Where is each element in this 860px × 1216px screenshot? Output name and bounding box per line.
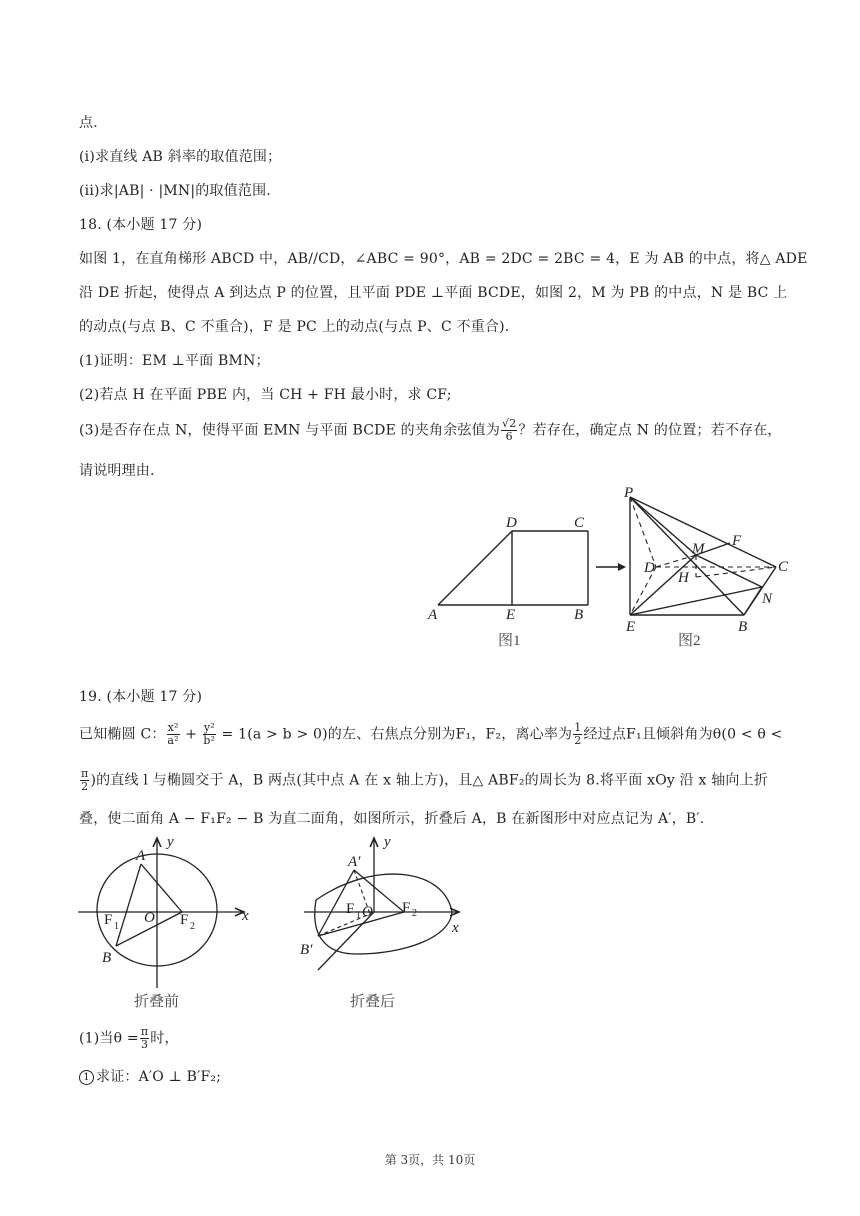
fig2-label-b: B bbox=[738, 619, 748, 635]
q19-y-frac bbox=[203, 722, 216, 747]
q19-part1-den: 3 bbox=[140, 1038, 149, 1051]
fig4-label-f1: F bbox=[346, 901, 355, 917]
fig4-label-f2: F bbox=[402, 900, 411, 916]
q18-part3-c: 请说明理由. bbox=[79, 463, 155, 479]
q18-part1: (1)证明：EM ⊥平面 BMN； bbox=[79, 353, 270, 369]
q19-line2 bbox=[79, 768, 768, 793]
fig1-label-c: C bbox=[574, 515, 585, 531]
q19-l2-b: )的直线 l 与椭圆交于 A，B 两点(其中点 A 在 x 轴上方)，且△ ABF₂的周长为 8.将平面 xOy 沿 x 轴向上折 bbox=[90, 772, 769, 789]
fig2-label-h: H bbox=[678, 570, 689, 586]
fig2-label-c: C bbox=[778, 559, 789, 575]
q19-header: 19. (本小题 17 分) bbox=[79, 689, 203, 705]
fig-before-caption: 折叠前 bbox=[134, 994, 180, 1010]
q19-part1-num: π bbox=[140, 1025, 149, 1038]
q19-pi-num: π bbox=[81, 767, 89, 780]
q17-sub-ii: (ii)求|AB| · |MN|的取值范围. bbox=[79, 183, 271, 199]
q18-line2: 沿 DE 折起，使得点 A 到达点 P 的位置，且平面 PDE ⊥平面 BCDE，如图 2，M 为 PB 的中点，N 是 BC 上 bbox=[79, 285, 788, 301]
q18-figure bbox=[420, 485, 800, 655]
fig3-label-f1: F bbox=[104, 912, 113, 928]
q19-pi-den: 2 bbox=[81, 780, 89, 793]
fig1-caption: 图1 bbox=[498, 633, 521, 649]
fig4-label-f1s: 1 bbox=[356, 910, 361, 921]
fig2-label-n: N bbox=[762, 591, 773, 607]
circled-number: 1 bbox=[79, 1070, 94, 1085]
fig2-label-f: F bbox=[732, 533, 742, 549]
fig3-label-f1s: 1 bbox=[114, 921, 119, 932]
q18-frac bbox=[501, 418, 517, 443]
q18-header: 18. (本小题 17 分) bbox=[79, 217, 203, 233]
fig2-caption: 图2 bbox=[678, 633, 701, 649]
q19-pi-half bbox=[80, 768, 89, 793]
q19-line1: 已知椭圆 C： $\frac{\text{x²}}{\text{a²}}$ + $\frac{\text{y²}}{\text{b²}}$ = 1(a > b > 0)的左、右焦点分别为F₁，F₂，离心率为 $\frac{1}{2}$ 经过点F₁且倾斜角为θ(0 < θ < bbox=[79, 721, 783, 747]
q17-tail: 点. bbox=[79, 115, 98, 131]
q19-figure bbox=[74, 828, 474, 1013]
page-footer: 第 3页，共 10页 bbox=[384, 1153, 476, 1167]
fig2-label-d: D bbox=[644, 560, 655, 576]
q19-part1-frac bbox=[140, 1026, 149, 1051]
fig3-label-a: A bbox=[136, 848, 146, 864]
q18-frac-num: √2 bbox=[502, 417, 517, 430]
q19-part1-b: 时， bbox=[150, 1030, 179, 1047]
fig1-label-e: E bbox=[506, 607, 516, 623]
q19-b2: b² bbox=[203, 734, 216, 747]
q19-half-den: 2 bbox=[574, 734, 582, 747]
fig4-label-a: A′ bbox=[348, 854, 361, 870]
fig3-label-o: O bbox=[144, 910, 155, 926]
q19-part1 bbox=[79, 1026, 179, 1051]
q19-x-frac bbox=[167, 722, 180, 747]
q18-part3-a: (3)是否存在点 N，使得平面 EMN 与平面 BCDE 的夹角余弦值为 bbox=[79, 422, 501, 439]
fig4-label-b: B′ bbox=[300, 942, 313, 958]
q19-sub1 bbox=[79, 1066, 221, 1086]
q19-part1-a: (1)当θ = bbox=[79, 1030, 139, 1047]
fig3-label-f2: F bbox=[180, 912, 189, 928]
fig1-label-d: D bbox=[506, 515, 517, 531]
q19-x2: x² bbox=[167, 721, 179, 734]
fig3-label-y: y bbox=[167, 834, 174, 850]
fig-after-caption: 折叠后 bbox=[350, 994, 396, 1010]
fig1-label-b: B bbox=[574, 607, 584, 623]
q18-line3: 的动点(与点 B、C 不重合)，F 是 PC 上的动点(与点 P、C 不重合). bbox=[79, 319, 510, 335]
q19-l1-c: 经过点F₁且倾斜角为θ(0 < θ < bbox=[583, 726, 783, 743]
fig3-label-f2s: 2 bbox=[190, 921, 195, 932]
q19-half bbox=[573, 722, 582, 747]
q19-half-num: 1 bbox=[574, 721, 582, 734]
fig1-label-a: A bbox=[428, 607, 438, 623]
fig4-label-o: O bbox=[362, 904, 373, 920]
q19-l1-b: 的左、右焦点分别为F₁，F₂，离心率为 bbox=[327, 726, 573, 743]
fig3-label-b: B bbox=[102, 950, 112, 966]
fig2-label-m: M bbox=[692, 541, 705, 557]
fig4-label-f2s: 2 bbox=[412, 908, 417, 919]
q19-sub1-text: 求证：A′O ⊥ B′F₂; bbox=[96, 1069, 222, 1085]
q19-line3: 叠，使二面角 A − F₁F₂ − B 为直二面角，如图所示，折叠后 A，B 在新图形中对应点记为 A′，B′. bbox=[79, 811, 705, 827]
q18-part2: (2)若点 H 在平面 PBE 内，当 CH + FH 最小时，求 CF; bbox=[79, 387, 452, 403]
fig4-label-x: x bbox=[452, 920, 459, 936]
q18-line1: 如图 1，在直角梯形 ABCD 中，AB//CD，∠ABC = 90°，AB = 2DC = 2BC = 4，E 为 AB 的中点，将△ ADE bbox=[79, 251, 808, 267]
fig2-label-e: E bbox=[626, 619, 636, 635]
q18-part3-b: ？若存在，确定点 N 的位置；若不存在， bbox=[518, 422, 782, 439]
q19-l1-a: 已知椭圆 C： bbox=[79, 726, 166, 743]
fig3-label-x: x bbox=[242, 908, 249, 924]
fig2-label-p: P bbox=[624, 485, 634, 501]
q19-eq-rest: = 1(a > b > 0) bbox=[221, 726, 328, 743]
q18-frac-den: 6 bbox=[505, 430, 513, 443]
q18-part3 bbox=[79, 418, 782, 443]
q19-y2: y² bbox=[203, 721, 215, 734]
q17-sub-i: (i)求直线 AB 斜率的取值范围； bbox=[79, 149, 282, 165]
q19-a2: a² bbox=[167, 734, 179, 747]
fig4-label-y: y bbox=[384, 834, 391, 850]
